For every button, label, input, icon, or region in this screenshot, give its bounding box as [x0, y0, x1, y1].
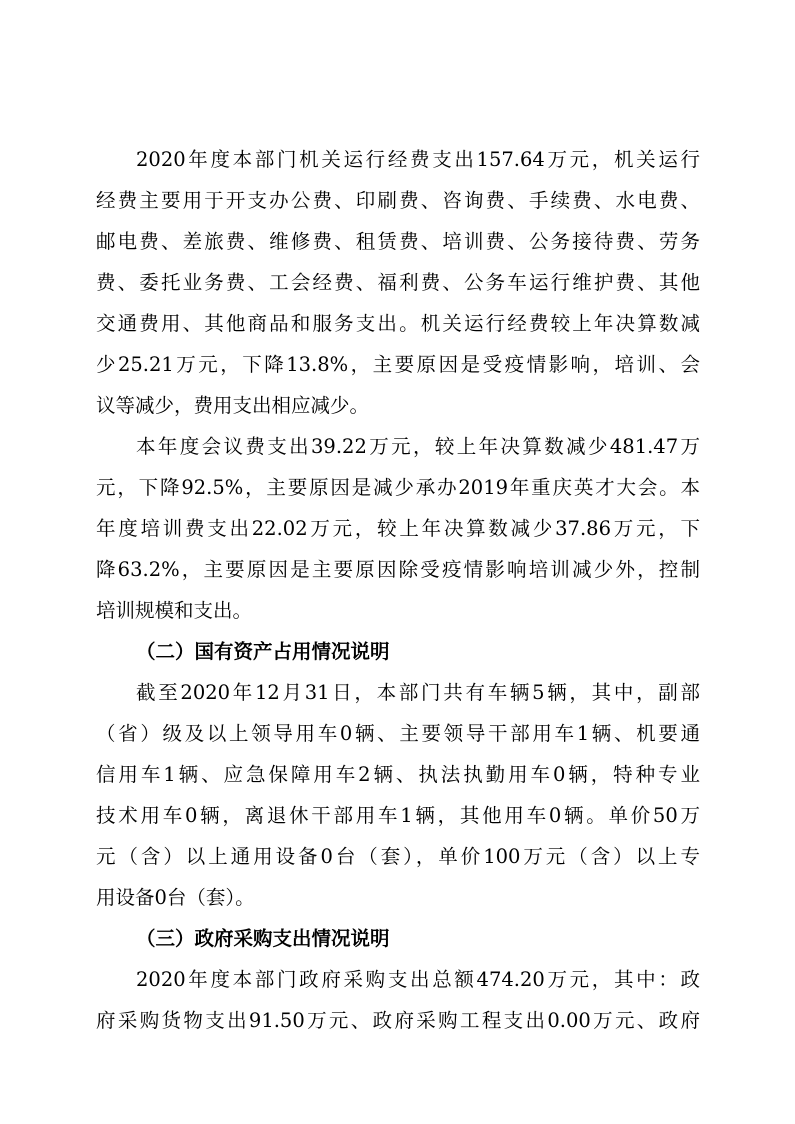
- text-line: 2020年度本部门机关运行经费支出157.64万元，机关运行: [136, 148, 700, 171]
- text-line: （省）级及以上领导用车0辆、主要领导干部用车1辆、机要通: [96, 722, 700, 745]
- text-line: 交通费用、其他商品和服务支出。机关运行经费较上年决算数减: [96, 312, 700, 335]
- text-line: 元，下降92.5%，主要原因是减少承办2019年重庆英才大会。本: [96, 476, 700, 499]
- text-line: 费、委托业务费、工会经费、福利费、公务车运行维护费、其他: [96, 271, 700, 294]
- paragraph-state-assets: [96, 672, 700, 918]
- section-heading-government-procurement: （三）政府采购支出情况说明: [136, 927, 390, 950]
- text-line: 元（含）以上通用设备0台（套），单价100万元（含）以上专: [96, 845, 700, 868]
- text-line: 年度培训费支出22.02万元，较上年决算数减少37.86万元，下: [96, 517, 700, 540]
- text-line: 截至2020年12月31日，本部门共有车辆5辆，其中，副部: [136, 681, 700, 704]
- text-line: 2020年度本部门政府采购支出总额474.20万元，其中：政: [136, 968, 700, 991]
- text-line: 技术用车0辆，离退休干部用车1辆，其他用车0辆。单价50万: [96, 804, 700, 827]
- text-line: 经费主要用于开支办公费、印刷费、咨询费、手续费、水电费、: [96, 189, 700, 212]
- paragraph-government-procurement: [96, 959, 700, 1041]
- text-line: 少25.21万元，下降13.8%，主要原因是受疫情影响，培训、会: [96, 353, 700, 376]
- paragraph-operating-expenses: [96, 139, 700, 426]
- section-heading-state-assets: （二）国有资产占用情况说明: [136, 640, 390, 663]
- paragraph-meeting-training-expenses: [96, 426, 700, 631]
- document-page: [96, 139, 700, 1041]
- text-line: 邮电费、差旅费、维修费、租赁费、培训费、公务接待费、劳务: [96, 230, 700, 253]
- text-line: 降63.2%，主要原因是主要原因除受疫情影响培训减少外，控制: [96, 558, 700, 581]
- text-line: 用设备0台（套）。: [96, 886, 255, 909]
- text-line: 培训规模和支出。: [96, 599, 253, 622]
- text-line: 本年度会议费支出39.22万元，较上年决算数减少481.47万: [136, 435, 700, 458]
- text-line: 信用车1辆、应急保障用车2辆、执法执勤用车0辆，特种专业: [96, 763, 700, 786]
- text-line: 议等减少，费用支出相应减少。: [96, 394, 370, 417]
- text-line: 府采购货物支出91.50万元、政府采购工程支出0.00万元、政府: [96, 1009, 700, 1032]
